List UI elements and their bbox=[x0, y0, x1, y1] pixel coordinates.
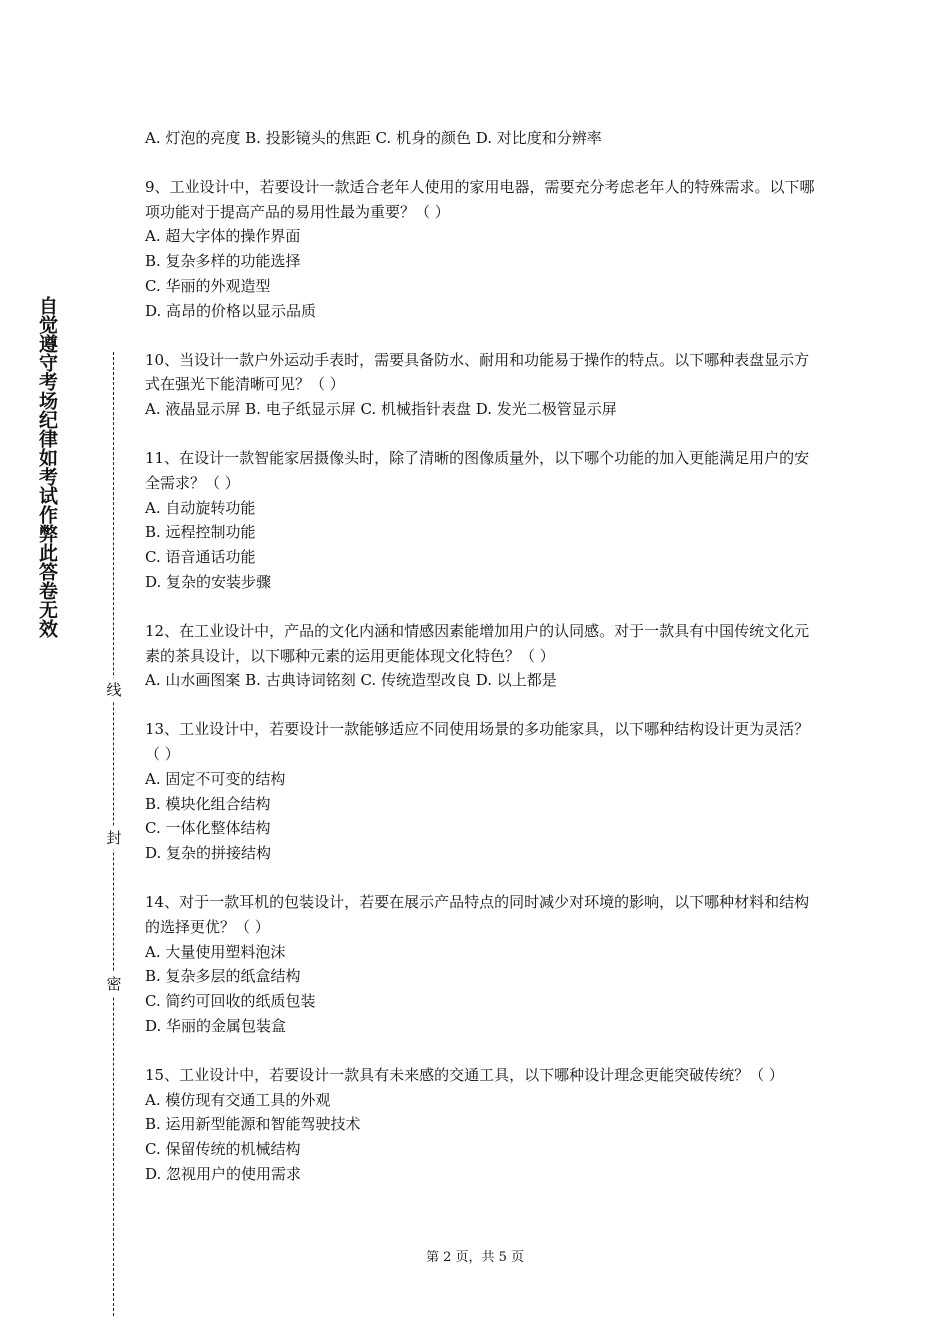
question-9 bbox=[145, 175, 820, 324]
question-stem: 13、工业设计中，若要设计一款能够适应不同使用场景的多功能家具，以下哪种结构设计更为灵活？（ ） bbox=[145, 720, 810, 763]
option: A. 固定不可变的结构 bbox=[145, 769, 286, 788]
question-12 bbox=[145, 619, 820, 693]
option: A. 超大字体的操作界面 bbox=[145, 227, 301, 246]
question-14 bbox=[145, 890, 820, 1039]
option: C. 一体化整体结构 bbox=[145, 819, 271, 838]
option: A. 山水画图案 B. 古典诗词铭刻 C. 传统造型改良 D. 以上都是 bbox=[145, 671, 557, 690]
option: B. 运用新型能源和智能驾驶技术 bbox=[145, 1115, 361, 1134]
question-stem: 11、在设计一款智能家居摄像头时，除了清晰的图像质量外，以下哪个功能的加入更能满足用户的安全需求？（ ） bbox=[145, 448, 810, 492]
option: D. 复杂的安装步骤 bbox=[145, 572, 272, 591]
question-10 bbox=[145, 348, 820, 422]
option: B. 模块化组合结构 bbox=[145, 794, 271, 813]
option: C. 语音通话功能 bbox=[145, 548, 256, 567]
margin-warning-text: 自觉遵守考场纪律如考试作弊此答卷无效 bbox=[36, 296, 58, 638]
question-11 bbox=[145, 446, 820, 595]
option: B. 复杂多样的功能选择 bbox=[145, 252, 301, 271]
option: A. 自动旋转功能 bbox=[145, 498, 256, 517]
option: D. 忽视用户的使用需求 bbox=[145, 1164, 302, 1183]
option: D. 复杂的拼接结构 bbox=[145, 844, 272, 863]
seal-mark-line: 线 bbox=[104, 678, 124, 702]
page-number: 第 2 页，共 5 页 bbox=[425, 1250, 525, 1265]
option: C. 简约可回收的纸质包装 bbox=[145, 992, 316, 1011]
question-8-options: A. 灯泡的亮度 B. 投影镜头的焦距 C. 机身的颜色 D. 对比度和分辨率 bbox=[145, 129, 602, 147]
seal-mark-secret: 密 bbox=[104, 972, 124, 996]
question-stem: 14、对于一款耳机的包装设计，若要在展示产品特点的同时减少对环境的影响，以下哪种材料和结构的选择更优？（ ） bbox=[145, 892, 810, 936]
seal-mark-seal: 封 bbox=[104, 826, 124, 850]
option: C. 保留传统的机械结构 bbox=[145, 1140, 301, 1159]
option: A. 模仿现有交通工具的外观 bbox=[145, 1090, 331, 1109]
option: A. 大量使用塑料泡沫 bbox=[145, 942, 286, 961]
question-stem: 15、工业设计中，若要设计一款具有未来感的交通工具，以下哪种设计理念更能突破传统？（ ） bbox=[145, 1065, 784, 1084]
option: B. 远程控制功能 bbox=[145, 523, 256, 542]
question-stem: 12、在工业设计中，产品的文化内涵和情感因素能增加用户的认同感。对于一款具有中国传统文化元素的茶具设计，以下哪种元素的运用更能体现文化特色？（ ） bbox=[145, 621, 810, 665]
exam-content bbox=[145, 126, 820, 1187]
option: C. 华丽的外观造型 bbox=[145, 276, 271, 295]
option: B. 复杂多层的纸盒结构 bbox=[145, 967, 301, 986]
question-15 bbox=[145, 1063, 820, 1187]
option: D. 华丽的金属包装盒 bbox=[145, 1016, 287, 1035]
option: D. 高昂的价格以显示品质 bbox=[145, 301, 317, 320]
option: A. 液晶显示屏 B. 电子纸显示屏 C. 机械指针表盘 D. 发光二极管显示屏 bbox=[145, 400, 617, 419]
question-13 bbox=[145, 717, 820, 866]
question-stem: 10、当设计一款户外运动手表时，需要具备防水、耐用和功能易于操作的特点。以下哪种表盘显示方式在强光下能清晰可见？（ ） bbox=[145, 350, 810, 394]
question-stem: 9、工业设计中，若要设计一款适合老年人使用的家用电器，需要充分考虑老年人的特殊需求。以下哪项功能对于提高产品的易用性最为重要？（ ） bbox=[145, 177, 815, 221]
